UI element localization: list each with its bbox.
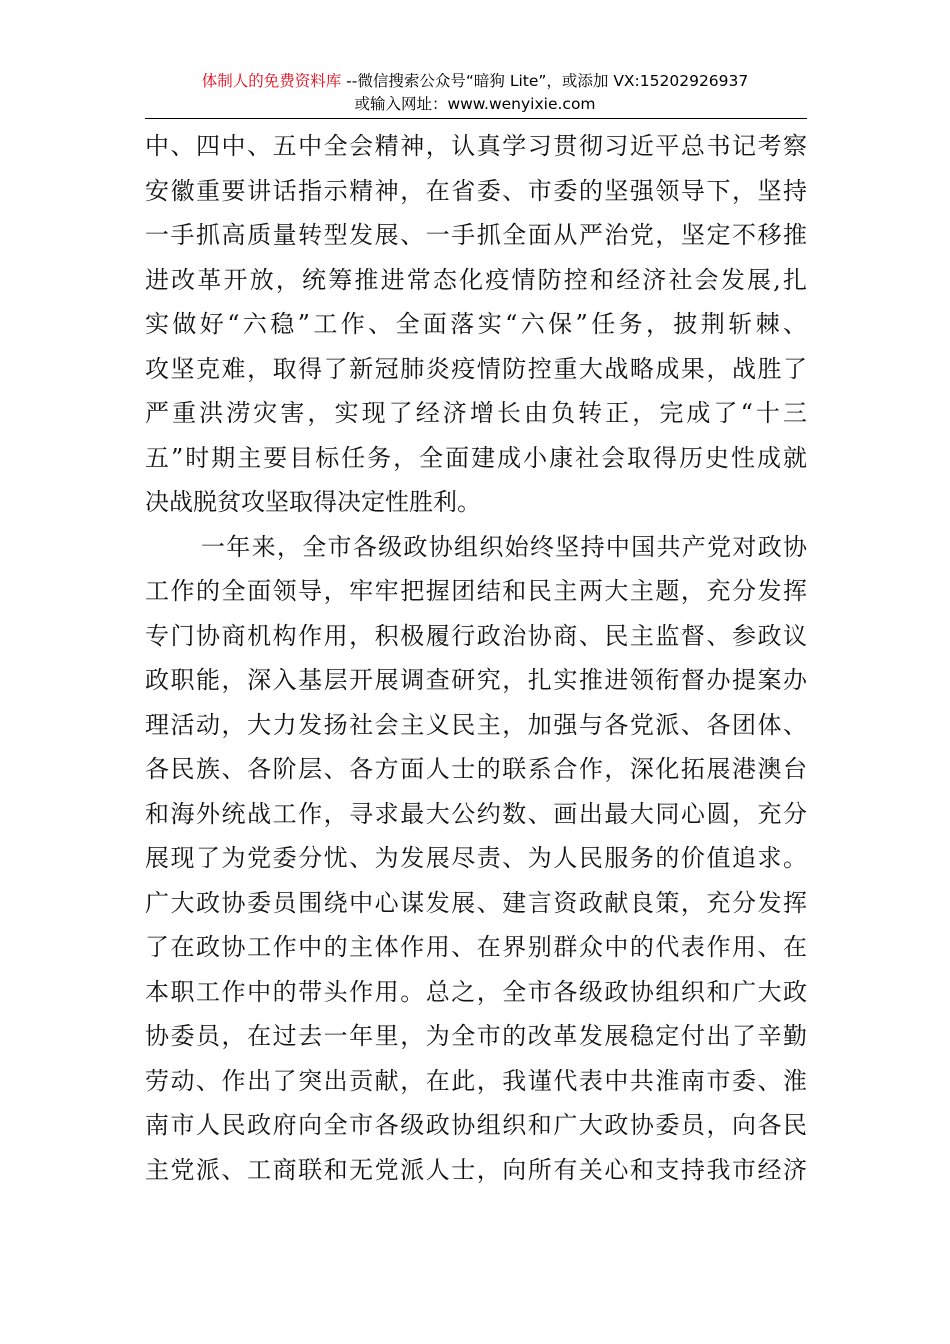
text-line: 决战脱贫攻坚取得决定性胜利。 (145, 488, 481, 516)
text-line: 五”时期主要目标任务，全面建成小康社会取得历史性成就 (145, 443, 807, 472)
text-line: 理活动，大力发扬社会主义民主，加强与各党派、各团体、 (145, 710, 807, 739)
text-line: 各民族、各阶层、各方面人士的联系合作，深化拓展港澳台 (145, 755, 807, 783)
text-line: 本职工作中的带头作用。总之，全市各级政协组织和广大政 (145, 977, 807, 1006)
text-line: 南市人民政府向全市各级政协组织和广大政协委员，向各民 (145, 1111, 807, 1139)
text-line: 一手抓高质量转型发展、一手抓全面从严治党，坚定不移推 (145, 221, 807, 249)
text-line: 工作的全面领导，牢牢把握团结和民主两大主题，充分发挥 (145, 577, 807, 605)
header-contact: --微信搜索公众号“暗狗 Lite”，或添加 VX:15202926937 (341, 72, 749, 90)
text-line: 专门协商机构作用，积极履行政治协商、民主监督、参政议 (145, 621, 807, 650)
text-line: 严重洪涝灾害，实现了经济增长由负转正，完成了“十三 (145, 399, 807, 427)
text-line: 劳动、作出了突出贡献，在此，我谨代表中共淮南市委、淮 (145, 1066, 807, 1095)
header-brand: 体制人的免费资料库 (201, 72, 342, 90)
text-line: 协委员，在过去一年里，为全市的改革发展稳定付出了辛勤 (145, 1022, 807, 1050)
paragraph-start-line: 一年来，全市各级政协组织始终坚持中国共产党对政协 (201, 532, 807, 561)
header-url-line: 或输入网址：www.wenyixie.com (354, 95, 596, 113)
text-line: 主党派、工商联和无党派人士，向所有关心和支持我市经济 (145, 1155, 807, 1184)
text-line: 进改革开放，统筹推进常态化疫情防控和经济社会发展,扎 (145, 265, 807, 294)
page-header (0, 70, 950, 116)
text-line: 安徽重要讲话指示精神，在省委、市委的坚强领导下，坚持 (145, 176, 807, 205)
text-line: 政职能，深入基层开展调查研究，扎实推进领衔督办提案办 (145, 666, 807, 694)
text-line: 了在政协工作中的主体作用、在界别群众中的代表作用、在 (145, 933, 807, 961)
text-line: 和海外统战工作，寻求最大公约数、画出最大同心圆，充分 (145, 799, 807, 828)
text-line: 实做好“六稳”工作、全面落实“六保”任务，披荆斩棘、 (145, 310, 807, 338)
text-line: 攻坚克难，取得了新冠肺炎疫情防控重大战略成果，战胜了 (145, 354, 807, 383)
text-line: 展现了为党委分忧、为发展尽责、为人民服务的价值追求。 (145, 844, 807, 872)
text-line: 广大政协委员围绕中心谋发展、建言资政献良策，充分发挥 (145, 888, 807, 917)
document-body (145, 124, 807, 1192)
header-divider (145, 118, 807, 119)
text-line: 中、四中、五中全会精神，认真学习贯彻习近平总书记考察 (145, 132, 807, 160)
